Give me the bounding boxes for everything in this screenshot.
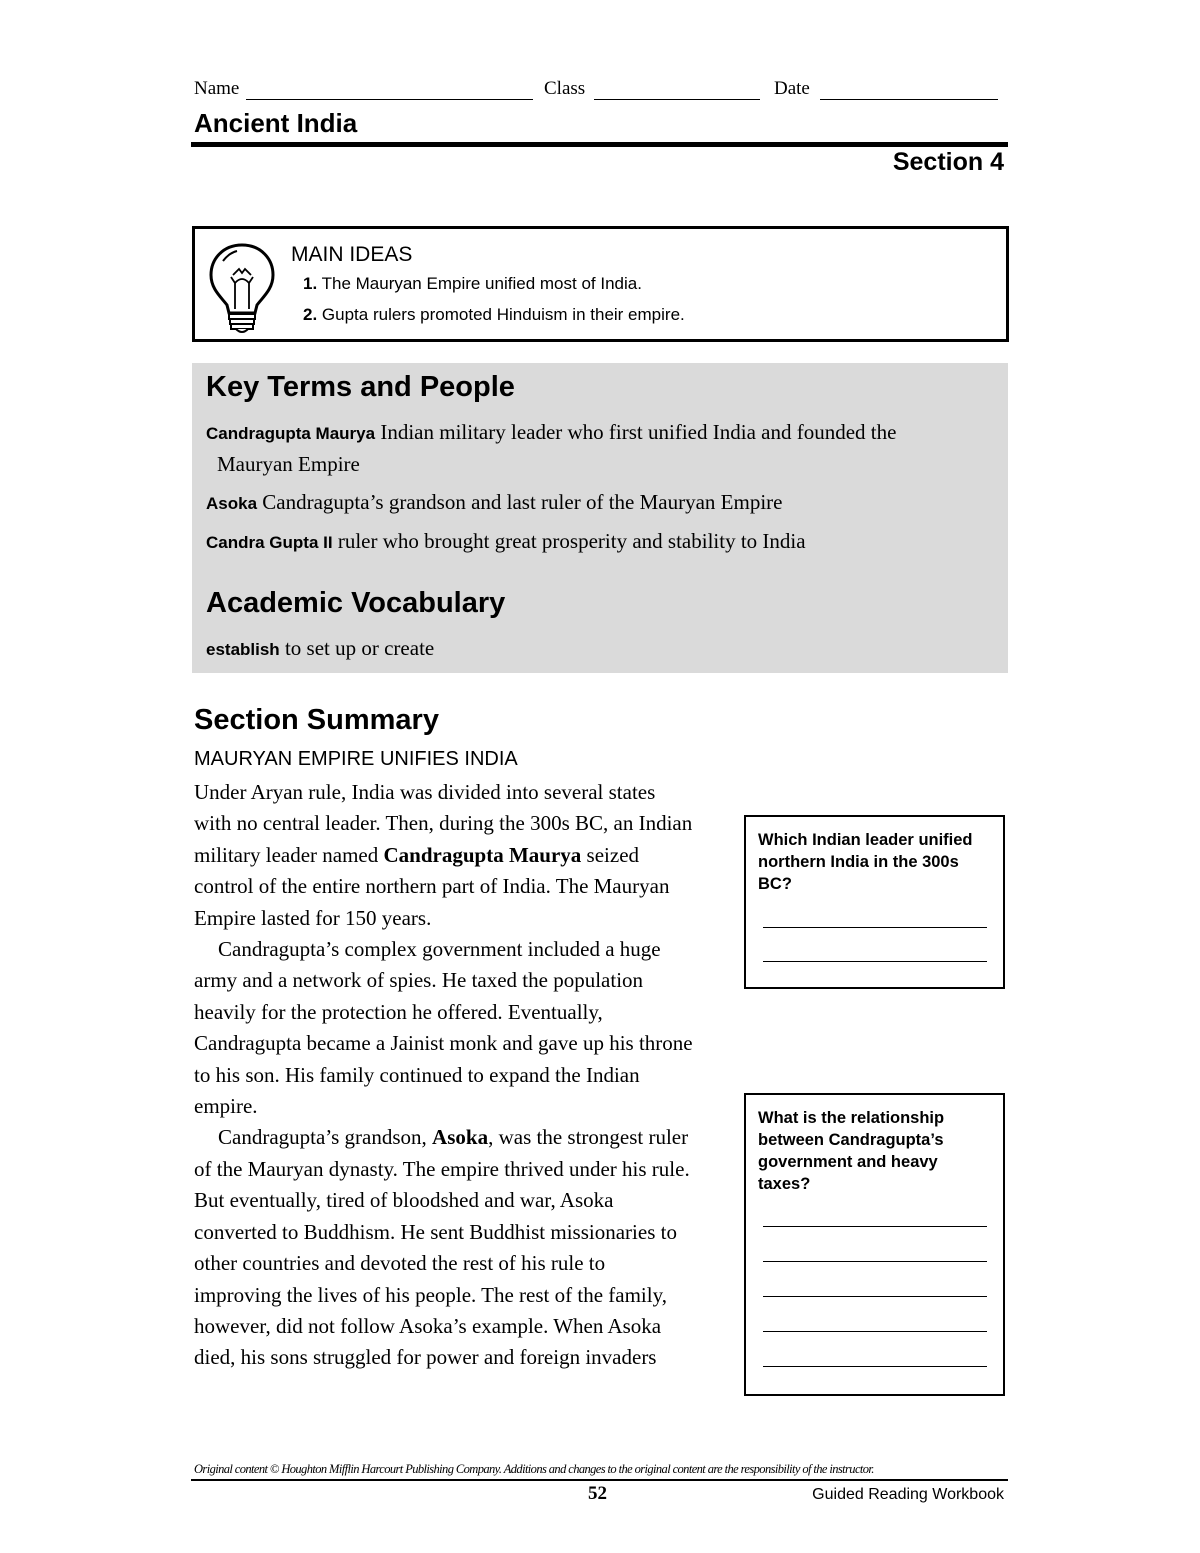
class-field-line[interactable] — [594, 99, 760, 100]
answer-line[interactable] — [763, 1296, 987, 1297]
date-label: Date — [774, 78, 810, 99]
workbook-label: Guided Reading Workbook — [812, 1486, 1004, 1503]
main-idea-text: The Mauryan Empire unified most of India. — [321, 274, 642, 293]
vocabulary-definition: to set up or create — [284, 636, 435, 660]
key-terms-panel — [192, 363, 1008, 673]
summary-paragraph — [194, 777, 694, 934]
answer-line[interactable] — [763, 1226, 987, 1227]
key-term-highlight: Candragupta Maurya — [383, 842, 582, 867]
name-field-line[interactable] — [246, 99, 533, 100]
section-label: Section 4 — [892, 148, 1004, 176]
key-term-item — [206, 417, 996, 480]
answer-line[interactable] — [763, 927, 987, 928]
key-terms-heading: Key Terms and People — [206, 371, 515, 403]
question-text: What is the relationship between Candragupta’s government and heavy taxes? — [758, 1109, 945, 1193]
section-summary-heading: Section Summary — [194, 704, 439, 736]
main-idea-item — [303, 305, 685, 325]
key-term-definition: Candragupta’s grandson and last ruler of the Mauryan Empire — [262, 490, 783, 514]
academic-vocabulary-heading: Academic Vocabulary — [206, 587, 506, 619]
question-text: Which Indian leader unified northern India in the 300s BC? — [758, 831, 973, 893]
title-divider — [191, 142, 1008, 147]
answer-line[interactable] — [763, 1261, 987, 1262]
header-fields — [194, 78, 1006, 104]
key-term-name: Candragupta Maurya — [206, 424, 376, 443]
key-term-name: Asoka — [206, 494, 258, 513]
lightbulb-icon — [205, 239, 279, 335]
key-term-highlight: Asoka — [432, 1125, 489, 1150]
key-term-definition-cont: Mauryan Empire — [217, 452, 360, 476]
vocabulary-item — [206, 633, 996, 665]
class-label: Class — [544, 78, 586, 99]
summary-paragraph: Candragupta’s complex government included a huge army and a network of spies. He taxed the population heavily for the protection he offered. Eventually, Candragupta became a Jainist monk and gave up his throne to his son. His family continued to expand the Indian empire. — [194, 937, 693, 1119]
key-term-item — [206, 487, 996, 519]
key-term-item — [206, 526, 996, 558]
copyright-notice: Original content © Houghton Mifflin Harcourt Publishing Company. Additions and changes to the original content are the responsibility of the instructor. — [194, 1462, 874, 1476]
text-run: Candragupta’s grandson, — [218, 1125, 433, 1150]
summary-subheading: MAURYAN EMPIRE UNIFIES INDIA — [194, 748, 518, 770]
key-term-definition: Indian military leader who first unified India and founded the — [380, 420, 897, 444]
main-idea-item — [303, 274, 642, 294]
main-idea-text: Gupta rulers promoted Hinduism in their empire. — [321, 305, 685, 324]
question-box — [744, 815, 1005, 989]
text-run: seized control of the entire northern part of India. The Mauryan Empire lasted for 150 years. — [194, 842, 670, 930]
page-number: 52 — [588, 1483, 607, 1504]
question-box — [744, 1093, 1005, 1396]
page-title: Ancient India — [194, 108, 358, 138]
main-idea-number: 1. — [303, 274, 318, 293]
answer-line[interactable] — [763, 1331, 987, 1332]
summary-paragraph — [194, 1122, 694, 1373]
name-label: Name — [194, 78, 240, 99]
key-term-name: Candra Gupta II — [206, 533, 333, 552]
footer-divider — [191, 1479, 1008, 1481]
main-ideas-heading: MAIN IDEAS — [291, 243, 413, 266]
summary-body — [194, 777, 694, 1374]
vocabulary-term: establish — [206, 640, 280, 659]
main-idea-number: 2. — [303, 305, 318, 324]
text-run: , was the strongest ruler of the Mauryan dynasty. The empire thrived under his rule. But eventually, tired of bloodshed and war, Asoka converted to Buddhism. He sent Buddhist missionaries to other countries and devoted the rest of his rule to improving the lives of his people. The rest of the family, however, did not follow Asoka’s example. When Asoka died, his sons struggled for power and foreign invaders — [194, 1125, 690, 1370]
answer-line[interactable] — [763, 1366, 987, 1367]
date-field-line[interactable] — [820, 99, 998, 100]
key-term-definition: ruler who brought great prosperity and stability to India — [337, 529, 806, 553]
text-run: Under Aryan rule, India was divided into several states with no central leader. Then, during the 300s BC, an Indian military leader named — [194, 780, 693, 867]
answer-line[interactable] — [763, 961, 987, 962]
main-ideas-box — [192, 226, 1009, 342]
